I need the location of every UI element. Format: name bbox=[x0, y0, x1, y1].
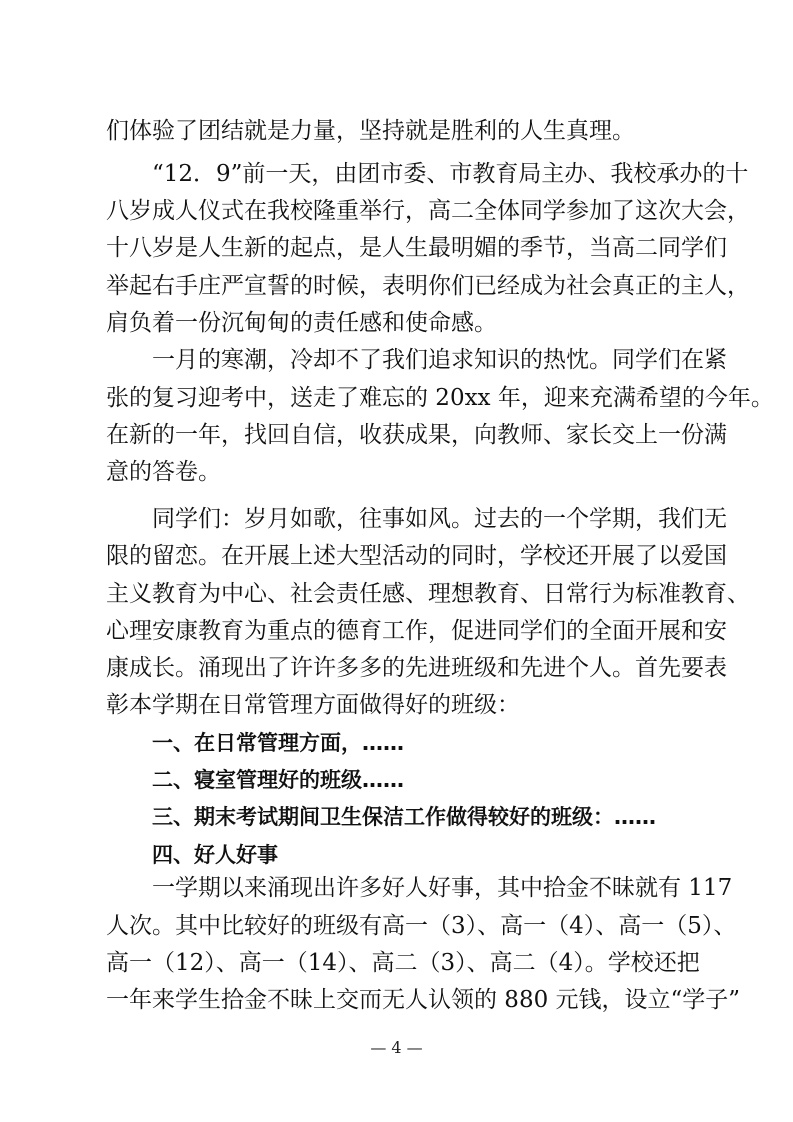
paragraph-line: 高一（12）、高一（14）、高二（3）、高二（4）。学校还把 bbox=[106, 950, 700, 976]
paragraph-line: 在新的一年，找回自信，收获成果，向教师、家长交上一份满 bbox=[106, 422, 727, 448]
paragraph-line: 八岁成人仪式在我校隆重举行，高二全体同学参加了这次大会， bbox=[106, 198, 750, 224]
paragraph-line: 康成长。涌现出了许许多多的先进班级和先进个人。首先要表 bbox=[106, 655, 727, 681]
paragraph-line: 同学们：岁月如歌，往事如风。过去的一个学期，我们无 bbox=[152, 506, 727, 532]
paragraph-line: 限的留恋。在开展上述大型活动的同时，学校还开展了以爱国 bbox=[106, 543, 727, 569]
paragraph-line: 肩负着一份沉甸甸的责任感和使命感。 bbox=[106, 310, 497, 336]
page-number: — 4 — bbox=[370, 1038, 423, 1057]
paragraph-line: 一学期以来涌现出许多好人好事，其中拾金不昧就有 117 bbox=[152, 875, 733, 901]
paragraph-line: 主义教育为中心、社会责任感、理想教育、日常行为标准教育、 bbox=[106, 581, 750, 607]
paragraph-line: 举起右手庄严宣誓的时候，表明你们已经成为社会真正的主人， bbox=[106, 273, 750, 299]
paragraph-line: 人次。其中比较好的班级有高一（3）、高一（4）、高一（5）、 bbox=[106, 913, 737, 939]
paragraph-line: “12．9”前一天，由团市委、市教育局主办、我校承办的十 bbox=[152, 161, 749, 187]
paragraph-line: 一月的寒潮，冷却不了我们追求知识的热忱。同学们在紧 bbox=[152, 347, 727, 373]
paragraph-line: 意的答卷。 bbox=[106, 459, 221, 485]
paragraph-line: 一年来学生拾金不昧上交而无人认领的 880 元钱，设立“学子” bbox=[106, 987, 741, 1013]
section-heading: 四、好人好事 bbox=[152, 843, 278, 867]
paragraph-line: 心理安康教育为重点的德育工作，促进同学们的全面开展和安 bbox=[106, 618, 727, 644]
paragraph-line: 们体验了团结就是力量，坚持就是胜利的人生真理。 bbox=[106, 118, 635, 144]
paragraph-line: 张的复习迎考中，送走了难忘的 20xx 年，迎来充满希望的今年。 bbox=[106, 385, 774, 411]
section-heading: 一、在日常管理方面，…… bbox=[152, 731, 404, 755]
section-heading: 二、寝室管理好的班级…… bbox=[152, 768, 404, 792]
paragraph-line: 彰本学期在日常管理方面做得好的班级： bbox=[106, 692, 520, 718]
section-heading: 三、期末考试期间卫生保洁工作做得较好的班级：…… bbox=[152, 805, 656, 829]
paragraph-line: 十八岁是人生新的起点，是人生最明媚的季节，当高二同学们 bbox=[106, 235, 727, 261]
